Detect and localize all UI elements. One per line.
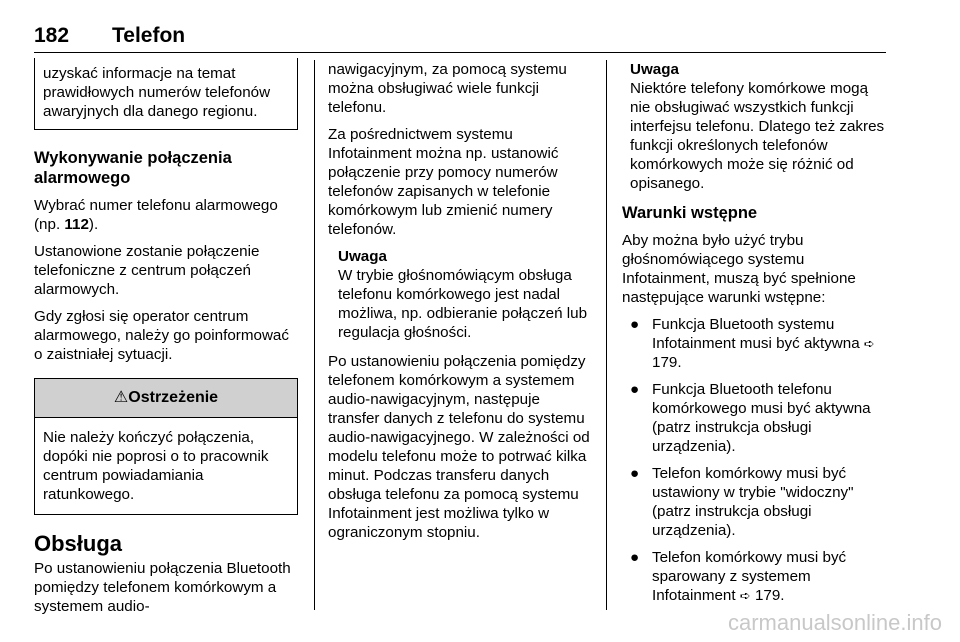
page-ref: 179. <box>652 354 682 371</box>
warning-box-continuation <box>34 58 298 130</box>
note-text: Niektóre telefony komórkowe mogą nie obsługiwać wszystkich funkcji interfejsu telefonu. Dlatego też zakres funkcji określonych telefonów komórkowych może się różnić od opisanego. <box>630 80 885 192</box>
warning-icon: ⚠ <box>113 389 129 406</box>
bullet-icon: ● <box>630 316 640 333</box>
page-ref-arrow-icon: ➪ <box>863 336 875 351</box>
bullet-icon: ● <box>630 465 640 482</box>
bullet-icon: ● <box>630 381 640 398</box>
page-ref: 179. <box>754 587 785 604</box>
note-title: Uwaga <box>630 61 679 78</box>
warning-continuation-text: uzyskać informacje na temat prawidłowych numerów telefonów awaryjnych dla danego regionu. <box>43 65 271 120</box>
warning-title: Ostrzeżenie <box>128 389 219 406</box>
page-ref-arrow-icon: ➪ <box>739 588 751 603</box>
section-title-prerequisites: Warunki wstępne <box>622 204 758 222</box>
prerequisites-list <box>622 315 886 605</box>
paragraph: Gdy zgłosi się operator centrum alarmowego, należy go poinformować o zaistniałej sytuacji. <box>34 308 289 363</box>
paragraph: Ustanowione zostanie połączenie telefoniczne z centrum połączeń alarmowych. <box>34 243 260 298</box>
page-header <box>34 24 886 53</box>
paragraph: Wybrać numer telefonu alarmowego (np. 112). <box>34 197 278 233</box>
column-divider <box>314 60 315 610</box>
column-1 <box>34 60 298 624</box>
column-2 <box>328 60 594 550</box>
paragraph: Za pośrednictwem systemu Infotainment można np. ustanowić połączenie przy pomocy numerów telefonów zapisanych w telefonie komórkowym lub zmienić numery telefonów. <box>328 126 559 238</box>
list-item: ● Funkcja Bluetooth systemu Infotainment musi być aktywna ➪ 179. <box>630 316 875 371</box>
list-item: ● Telefon komórkowy musi być ustawiony w trybie "widoczny" (patrz instrukcja obsługi urządzenia). <box>630 465 854 539</box>
warning-box <box>34 378 298 515</box>
note-text: W trybie głośnomówiącym obsługa telefonu komórkowego jest nadal możliwa, np. odbieranie połączeń lub regulacja głośności. <box>338 267 588 341</box>
page-number: 182 <box>34 24 70 47</box>
note-box <box>622 60 886 193</box>
column-3 <box>622 60 886 613</box>
paragraph: Po ustanowieniu połączenia Bluetooth pomiędzy telefonem komórkowym a systemem audio- <box>34 560 291 615</box>
bullet-icon: ● <box>630 549 640 566</box>
paragraph: nawigacyjnym, za pomocą systemu można obsługiwać wiele funkcji telefonu. <box>328 61 567 116</box>
section-title-emergency-call: Wykonywanie połączenia alarmowego <box>34 149 232 187</box>
paragraph: Aby można było użyć trybu głośnomówiącego systemu Infotainment, muszą być spełnione następujące warunki wstępne: <box>622 232 856 306</box>
watermark: carmanualsonline.info <box>727 610 942 635</box>
heading-operation: Obsługa <box>34 531 123 556</box>
list-item: ● Telefon komórkowy musi być sparowany z systemem Infotainment ➪ 179. <box>630 549 847 604</box>
paragraph: Po ustanowieniu połączenia pomiędzy telefonem komórkowym a systemem audio-nawigacyjnym, następuje transfer danych z telefonu do systemu audio-nawigacyjnego. W zależności od modelu telefonu może to potrwać kilka minut. Podczas transferu danych obsługa telefonu za pomocą systemu Infotainment jest możliwa tylko w ograniczonym stopniu. <box>328 353 590 541</box>
note-box <box>328 247 594 342</box>
warning-header <box>35 379 297 418</box>
warning-text: Nie należy kończyć połączenia, dopóki nie poprosi o to pracownik centrum powiadamiania ratunkowego. <box>43 429 269 503</box>
chapter-title: Telefon <box>112 24 186 47</box>
emergency-number: 112 <box>64 216 89 233</box>
list-item: ● Funkcja Bluetooth telefonu komórkowego musi być aktywna (patrz instrukcja obsługi urządzenia). <box>630 381 871 455</box>
note-title: Uwaga <box>338 248 387 265</box>
column-divider <box>606 60 607 610</box>
